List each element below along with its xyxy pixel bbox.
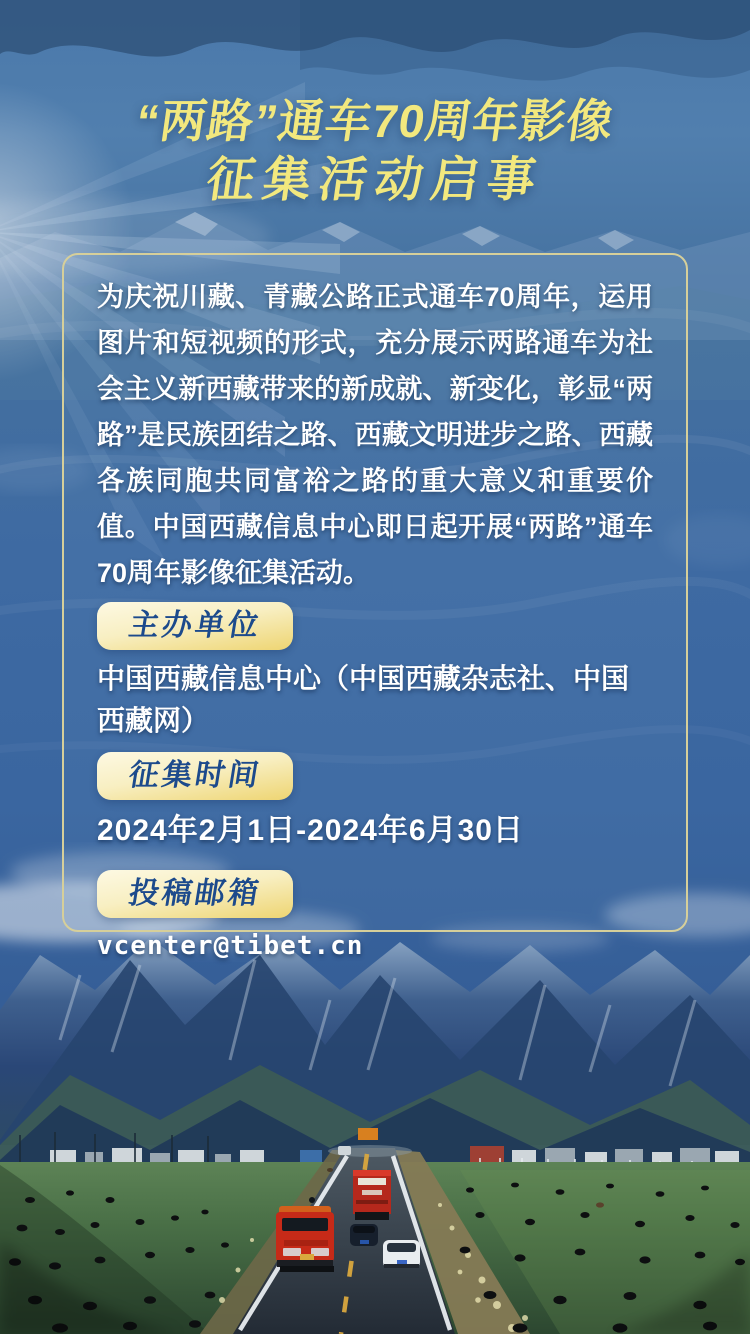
section-period	[97, 742, 653, 848]
white-car	[383, 1240, 420, 1268]
section-organizer	[97, 602, 653, 742]
organizer-value: 中国西藏信息中心（中国西藏杂志社、中国西藏网）	[97, 663, 630, 736]
excavator	[358, 1128, 378, 1140]
title-line-1: “两路”通车70周年影像	[132, 95, 618, 147]
mountain-range	[0, 938, 750, 1180]
email-value: vcenter@tibet.cn	[97, 931, 364, 961]
period-badge-label: 征集时间	[126, 759, 264, 792]
email-badge-label: 投稿邮箱	[126, 877, 264, 910]
period-badge	[97, 752, 293, 800]
email-badge	[97, 870, 293, 918]
pedestrian	[309, 1197, 315, 1203]
intro-paragraph: 为庆祝川藏、青藏公路正式通车70周年，运用图片和短视频的形式，充分展示两路通车为社会主义新西藏带来的新成就、新变化，彰显“两路”是民族团结之路、西藏文明进步之路、西藏各族同胞共同富裕之路的重大意义和重要价值。中国西藏信息中心即日起开展“两路”通车70周年影像征集活动。	[97, 282, 653, 588]
distant-car	[338, 1146, 351, 1155]
dark-car	[350, 1224, 378, 1246]
section-email	[97, 848, 653, 961]
organizer-badge	[97, 602, 293, 650]
content-panel	[62, 253, 688, 961]
period-value: 2024年2月1日-2024年6月30日	[97, 814, 524, 847]
organizer-badge-label: 主办单位	[126, 609, 264, 642]
red-truck	[276, 1206, 334, 1272]
container-truck	[353, 1170, 391, 1220]
poster-title	[0, 90, 750, 210]
title-line-2: 征集活动启事	[203, 154, 547, 207]
